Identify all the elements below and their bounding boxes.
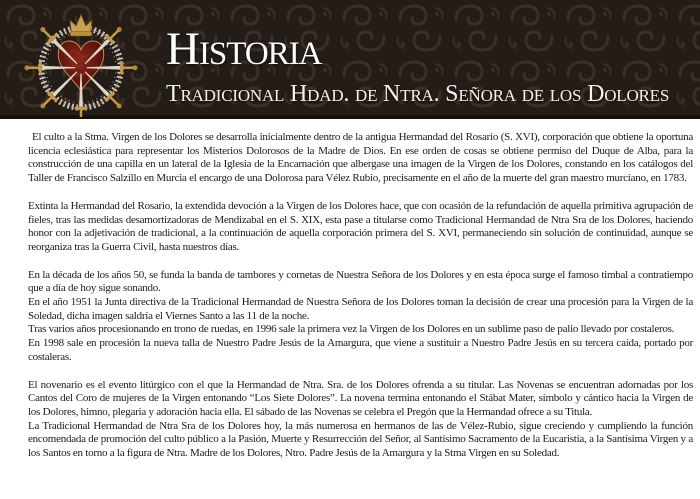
paragraph: En el año 1951 la Junta directiva de la Tradicional Hermandad de Nuestra Señora de los Dolores toman la decisión de crear una procesión para la Virgen de la Soledad, dicha imagen saldría el Viernes Santo a las 11 de la noche. [28, 296, 693, 322]
paragraph: Extinta la Hermandad del Rosario, la extendida devoción a la Virgen de los Dolores hace, que con ocasión de la refundación de aquella primitiva agrupación de fieles, tras las medidas desamortizadoras de Mendizabal en el S. XIX, esta pase a titularse como Tradicional Hermandad de Ntra Sra de los Dolores, haciendo honor con la adjetivación de tradicional, a la continuación de aquella corporación primera del S. XVI, permaneciendo sin solución de continuidad, aunque se reorganiza tras la Guerra Civil, hasta nuestros días. [28, 199, 693, 253]
paragraph: La Tradicional Hermandad de Ntra Sra de los Dolores hoy, la más numerosa en hermanos de las de Vélez-Rubio, sigue creciendo y cumpliendo la función encomendada de promoción del culto público a la Pasión, Muerte y Resurrección del Señor, al Santísimo Sacramento de la Eucaristía, a la Santísima Virgen y a los Santos en torno a la figura de Ntra. Madre de los Dolores, Ntro. Padre Jesús de la Amargura y la Stma Virgen en su Soledad. [28, 419, 693, 460]
crown-icon [70, 15, 92, 36]
sacred-heart-emblem [24, 8, 138, 118]
paragraph: En 1998 sale en procesión la nueva talla de Nuestro Padre Jesús de la Amargura, que viene a sustituir a Nuestro Padre Jesús en su tercera caída, portado por costaleras. [28, 337, 693, 363]
masthead-titles [166, 23, 670, 107]
masthead [0, 0, 700, 119]
paragraph-block-milestones [28, 269, 693, 365]
paragraph: Tras varios años procesionando en trono de ruedas, en 1996 sale la primera vez la Virgen de los Dolores en un sublime paso de palio llevado por costaleros. [28, 323, 675, 336]
history-text [0, 119, 700, 461]
paragraph-block-founding [28, 131, 693, 186]
paragraph-block-refounding [28, 200, 693, 255]
paragraph: En la década de los años 50, se funda la banda de tambores y cornetas de Nuestra Señora de los Dolores y en esta época surge el famoso timbal a contratiempo que a día de hoy sigue sonando. [28, 268, 693, 295]
paragraph: El novenario es el evento litúrgico con el que la Hermandad de Ntra. Sra. de los Dolores ofrenda a su titular. Las Novenas se encuentran adornadas por los Cantos del Coro de mujeres de la Virgen entonando “Los Siete Dolores”. La novena termina entonando el Stábat Mater, símbolo y cántico hacia la Virgen de los Dolores, himno, plegaria y adoración hacia ella. El sábado de las Novenas se celebra el Pregón que la Hermandad ofrece a su Titula. [28, 378, 693, 418]
paragraph: El culto a la Stma. Virgen de los Dolores se desarrolla inicialmente dentro de la antigua Hermandad del Rosario (S. XVI), corporación que obtiene la oportuna licencia eclesiástica para representar los Misterios Dolorosos de la Madre de Dios. En ese orden de cosas se obtiene permiso del Duque de Alba, para la construcción de una capilla en un lateral de la Iglesia de la Encarnación que albergase una imagen de la Virgen de los Dolores, constando en los catálogos del Taller de Francisco Salzillo en Murcia el encargo de una Dolorosa para Vélez Rubio, precisamente en el año de la muerte del gran maestro murciano, en 1783. [28, 131, 693, 185]
paragraph-block-novena [28, 379, 693, 461]
page-subtitle: Tradicional Hdad. de Ntra. Señora de los Dolores [166, 81, 670, 107]
page-title: Historia [166, 23, 322, 75]
